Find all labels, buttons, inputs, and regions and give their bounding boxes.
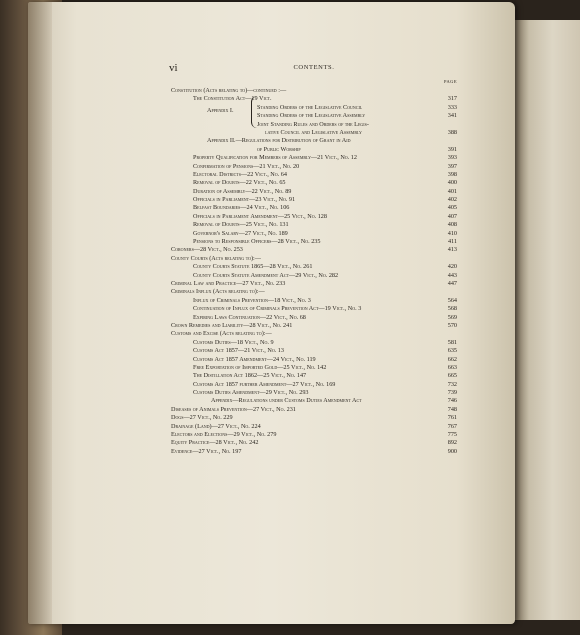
- entry-page-number: 665: [447, 372, 457, 380]
- entry-page-number: 570: [447, 321, 457, 329]
- contents-entry: [171, 137, 457, 145]
- entry-title: Criminal Law and Practice—27 Vict., No. 233: [171, 279, 286, 287]
- entry-title: The Distillation Act 1862—25 Vict., No. 147: [193, 372, 307, 380]
- entry-page-number: 420: [447, 263, 457, 271]
- entry-title: Property Qualification for Members of Assembly—21 Vict., No. 12: [193, 154, 357, 162]
- contents-entry: [171, 314, 457, 322]
- contents-entry: [171, 179, 457, 187]
- contents-list: [171, 87, 457, 456]
- entry-title: Customs Duties Amendment—29 Vict., No. 293: [193, 389, 309, 397]
- entry-title: Influx of Criminals Prevention—18 Vict., No. 3: [193, 296, 311, 304]
- contents-entry: [171, 305, 457, 313]
- entry-page-number: 732: [447, 380, 457, 388]
- entry-page-number: 400: [447, 179, 457, 187]
- entry-page-number: 401: [447, 187, 457, 195]
- entry-page-number: 408: [447, 221, 457, 229]
- entry-page-number: 663: [447, 363, 457, 371]
- contents-entry: [171, 297, 457, 305]
- contents-entry: [171, 121, 457, 129]
- contents-entry: [171, 330, 457, 338]
- entry-title: Customs and Excise (Acts relating to):—: [171, 330, 272, 338]
- page-column-label: PAGE: [444, 79, 457, 84]
- entry-title: Equity Practice—28 Vict., No. 242: [171, 439, 259, 447]
- entry-title: Dogs—27 Vict., No. 229: [171, 414, 233, 422]
- entry-title: County Courts Statute Amendment Act—29 Vict., No. 282: [193, 271, 339, 279]
- entry-title: Customs Duties—18 Vict., No. 9: [193, 338, 274, 346]
- contents-entry: [171, 146, 457, 154]
- entry-page-number: 568: [447, 305, 457, 313]
- contents-entry: [171, 288, 457, 296]
- entry-page-number: 746: [447, 397, 457, 405]
- entry-page-number: 402: [447, 196, 457, 204]
- entry-title: lative Council and Legislative Assembly: [265, 128, 362, 136]
- entry-title: Appendix II.—Regulations for Distribution of Grant in Aid: [207, 137, 351, 145]
- entry-title: Customs Act 1857—21 Vict., No. 13: [193, 347, 284, 355]
- contents-page: [171, 62, 457, 456]
- contents-entry: [171, 448, 457, 456]
- entry-page-number: 333: [447, 103, 457, 111]
- entry-title: Removal of Doubts—25 Vict., No. 131: [193, 221, 289, 229]
- entry-title: Customs Act 1857 further Amendment—27 Vict., No. 169: [193, 380, 336, 388]
- entry-title: Criminals Influx (Acts relating to):—: [171, 288, 265, 296]
- contents-entry: [171, 221, 457, 229]
- contents-entry: [171, 163, 457, 171]
- contents-entry: [171, 414, 457, 422]
- entry-title: Coroners—28 Vict., No. 253: [171, 246, 243, 254]
- entry-title: County Courts (Acts relating to):—: [171, 254, 261, 262]
- entry-page-number: 761: [447, 414, 457, 422]
- entry-title: Evidence—27 Vict., No. 197: [171, 447, 242, 455]
- entry-page-number: 564: [447, 296, 457, 304]
- entry-title: Drainage (Land)—27 Vict., No. 224: [171, 422, 261, 430]
- entry-page-number: 393: [447, 154, 457, 162]
- contents-entry: [171, 188, 457, 196]
- contents-entry: [171, 230, 457, 238]
- entry-page-number: 635: [447, 347, 457, 355]
- contents-entry: [171, 272, 457, 280]
- entry-page-number: 341: [447, 112, 457, 120]
- contents-entry: [171, 439, 457, 447]
- contents-entry: [171, 381, 457, 389]
- entry-page-number: 447: [447, 279, 457, 287]
- entry-title: Customs Act 1857 Amendment—24 Vict., No. 119: [193, 355, 316, 363]
- entry-page-number: 739: [447, 389, 457, 397]
- entry-page-number: 443: [447, 271, 457, 279]
- entry-title: of Public Worship: [257, 145, 301, 153]
- contents-entry: [171, 246, 457, 254]
- page-title: CONTENTS.: [293, 64, 335, 71]
- entry-title: Governor's Salary—27 Vict., No. 189: [193, 229, 288, 237]
- entry-title: Diseases of Animals Prevention—27 Vict., No. 231: [171, 405, 296, 413]
- contents-entry: [171, 347, 457, 355]
- contents-entry: [171, 95, 457, 103]
- entry-page-number: 900: [447, 447, 457, 455]
- entry-page-number: 581: [447, 338, 457, 346]
- contents-entry: [171, 397, 457, 405]
- entry-title: Joint Standing Rules and Orders of the Legis-: [257, 120, 369, 128]
- entry-title: Expiring Laws Continuation—22 Vict., No. 68: [193, 313, 306, 321]
- entry-title: Officials in Parliament—23 Vict., No. 91: [193, 196, 296, 204]
- entry-page-number: 410: [447, 229, 457, 237]
- entry-page-number: 397: [447, 162, 457, 170]
- entry-title: The Constitution Act—19 Vict.: [193, 95, 272, 103]
- entry-page-number: 892: [447, 439, 457, 447]
- contents-entry: [171, 339, 457, 347]
- entry-title: Standing Orders of the Legislative Assembly: [257, 112, 366, 120]
- entry-title: Duration of Assembly—22 Vict., No. 89: [193, 187, 292, 195]
- entry-page-number: 407: [447, 212, 457, 220]
- entry-page-number: 391: [447, 145, 457, 153]
- entry-page-number: 398: [447, 170, 457, 178]
- page-number: vi: [169, 62, 178, 74]
- page-header: [171, 62, 457, 84]
- contents-entry: [171, 356, 457, 364]
- entry-title: Confirmation of Pensions—21 Vict., No. 20: [193, 162, 300, 170]
- entry-title: Continuation of Influx of Criminals Prevention Act—19 Vict., No. 3: [193, 305, 362, 313]
- contents-entry: [171, 255, 457, 263]
- entry-page-number: 413: [447, 246, 457, 254]
- facing-page: [512, 20, 580, 620]
- entry-page-number: 411: [447, 238, 457, 246]
- entry-title: Crown Remedies and Liability—28 Vict., No. 241: [171, 321, 293, 329]
- contents-entry: [171, 263, 457, 271]
- entry-title: Officials in Parliament Amendment—25 Vict., No. 128: [193, 212, 327, 220]
- contents-entry: [171, 204, 457, 212]
- entry-page-number: 748: [447, 405, 457, 413]
- entry-page-number: 569: [447, 313, 457, 321]
- entry-title: Pensions to Responsible Officers—28 Vict., No. 235: [193, 238, 321, 246]
- entry-title: Appendix—Regulations under Customs Duties Amendment Act: [211, 397, 362, 405]
- entry-page-number: 767: [447, 422, 457, 430]
- entry-page-number: 405: [447, 204, 457, 212]
- entry-page-number: 662: [447, 355, 457, 363]
- entry-title: Removal of Doubts—22 Vict., No. 65: [193, 179, 286, 187]
- contents-entry: [171, 213, 457, 221]
- entry-title: Free Exportation of Imported Gold—25 Vict., No. 142: [193, 363, 327, 371]
- entry-title: County Courts Statute 1865—28 Vict., No. 261: [193, 263, 313, 271]
- entry-title: Belfast Boundaries—24 Vict., No. 106: [193, 204, 290, 212]
- appendix-label: Appendix I.: [207, 107, 234, 114]
- entry-page-number: 388: [447, 128, 457, 136]
- contents-entry: [171, 154, 457, 162]
- contents-entry: [171, 406, 457, 414]
- entry-title: Electors and Elections—29 Vict., No. 279: [171, 431, 277, 439]
- entry-title: Standing Orders of the Legislative Council: [257, 103, 363, 111]
- contents-entry: [171, 372, 457, 380]
- contents-entry: [171, 112, 457, 120]
- entry-page-number: 317: [447, 95, 457, 103]
- entry-page-number: 775: [447, 431, 457, 439]
- contents-entry: [171, 104, 457, 112]
- entry-title: Constitution (Acts relating to)—continued :—: [171, 87, 287, 94]
- entry-title: Electoral Districts—22 Vict., No. 64: [193, 170, 287, 178]
- contents-entry: [171, 423, 457, 431]
